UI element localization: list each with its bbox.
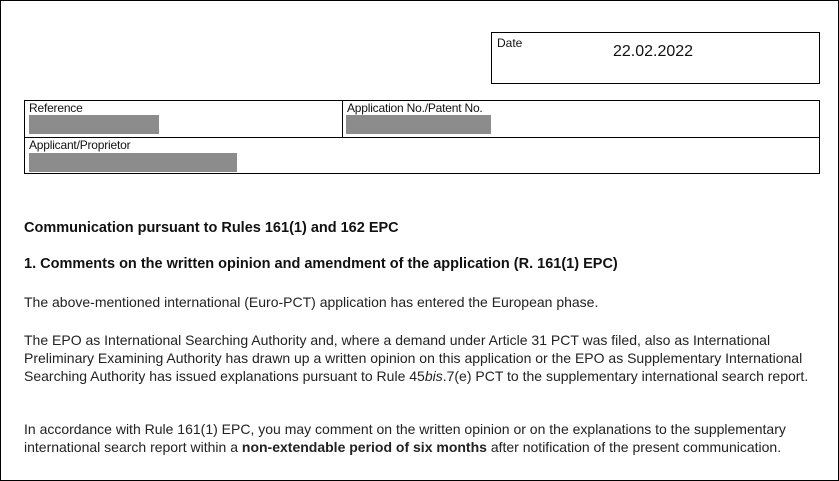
paragraph-1: The above-mentioned international (Euro-PCT) application has entered the European phase. bbox=[24, 294, 599, 310]
application-number-label: Application No./Patent No. bbox=[347, 101, 483, 115]
paragraph-2-text-end: .7(e) PCT to the supplementary international search report. bbox=[442, 368, 809, 384]
section-heading: 1. Comments on the written opinion and amendment of the application (R. 161(1) EPC) bbox=[24, 256, 618, 272]
redacted-applicant bbox=[29, 153, 237, 172]
applicant-cell bbox=[25, 138, 819, 173]
paragraph-3-text: In accordance with Rule 161(1) EPC, you may comment on the written opinion or on the explanations to the supplementary international search report within a bbox=[24, 421, 786, 455]
reference-table bbox=[24, 100, 820, 174]
date-value: 22.02.2022 bbox=[613, 43, 694, 60]
applicant-label: Applicant/Proprietor bbox=[29, 138, 131, 152]
date-box bbox=[491, 32, 820, 84]
redacted-reference bbox=[29, 115, 159, 134]
paragraph-3-bold: non-extendable period of six months bbox=[241, 439, 487, 455]
communication-title: Communication pursuant to Rules 161(1) and 162 EPC bbox=[24, 220, 399, 236]
reference-label: Reference bbox=[29, 101, 83, 115]
paragraph-3 bbox=[24, 420, 824, 456]
paragraph-2-italic: bis bbox=[424, 368, 443, 384]
date-label: Date bbox=[497, 36, 523, 50]
paragraph-2 bbox=[24, 331, 824, 385]
paragraph-3-text-end: after notification of the present communication. bbox=[486, 439, 782, 455]
reference-cell bbox=[25, 101, 343, 138]
application-number-cell bbox=[343, 101, 819, 138]
paragraph-2-text: The EPO as International Searching Authority and, where a demand under Article 31 PCT was filed, also as International Preliminary Examining Authority has drawn up a written opinion on this application or the EPO as Supplementary International Searching Authority has issued explanations pursuant to Rule 45 bbox=[24, 332, 803, 384]
redacted-application-number bbox=[346, 115, 491, 134]
